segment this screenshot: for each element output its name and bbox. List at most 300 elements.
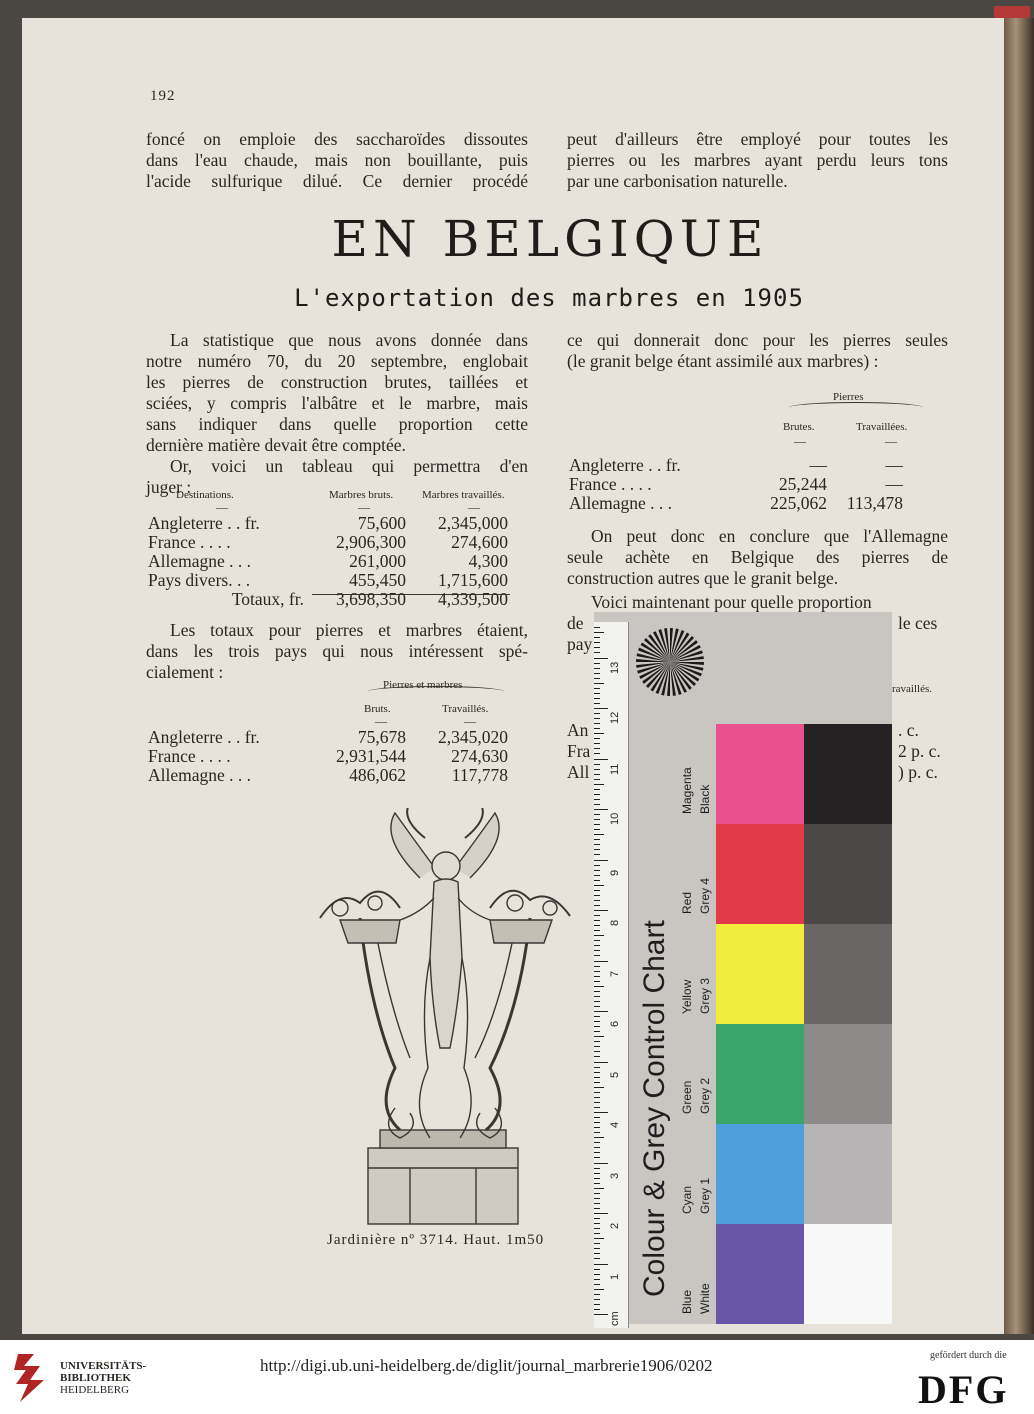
article-title: EN BELGIQUE [331, 210, 769, 268]
ruler-number: 7 [609, 970, 621, 977]
table-cell: 274,600 [451, 532, 508, 552]
text-fragment [567, 720, 590, 783]
ruler-tick [594, 1223, 600, 1224]
text-line: dans les trois pays qui nous intéressent spé- [146, 641, 528, 661]
table-header: Destinations. [176, 489, 234, 501]
table-cell: — [885, 455, 903, 475]
dash-mark: — [885, 434, 897, 448]
ruler-tick [594, 961, 608, 962]
colour-patch [716, 1024, 804, 1124]
ruler-tick [594, 1142, 600, 1143]
ruler-tick [594, 1294, 600, 1295]
text-line: cialement : [146, 662, 224, 682]
table-cell: 486,062 [349, 765, 406, 785]
ruler-tick [594, 769, 600, 770]
library-name-line: BIBLIOTHEK [60, 1372, 131, 1384]
colour-label: Cyan [680, 1185, 694, 1214]
starburst-icon [634, 626, 706, 698]
top-right-paragraph [567, 129, 948, 192]
ruler-tick [594, 683, 604, 684]
ruler-tick [594, 839, 600, 840]
ruler-tick [594, 1228, 600, 1229]
ruler-tick [594, 925, 600, 926]
permalink-url[interactable]: http://digi.ub.uni-heidelberg.de/diglit/journal_marbrerie1906/0202 [260, 1356, 713, 1375]
table-cell: — [885, 474, 903, 494]
text-line: An [567, 720, 589, 740]
table-cell: 225,062 [770, 493, 827, 513]
library-name-line: HEIDELBERG [60, 1384, 130, 1396]
ruler-number: 4 [609, 1121, 621, 1128]
grey-patch [804, 924, 892, 1024]
table-cell: 261,000 [349, 551, 406, 571]
ruler-tick [594, 678, 600, 679]
ruler-tick [594, 819, 600, 820]
export-table [146, 486, 530, 609]
ruler-tick [594, 1203, 600, 1204]
ruler-tick [594, 708, 608, 709]
ruler-number: 9 [609, 869, 621, 876]
ruler-tick [594, 1269, 600, 1270]
table-row [146, 533, 530, 552]
ruler-tick [594, 1016, 600, 1017]
ruler-tick [594, 743, 600, 744]
page-number: 192 [150, 88, 176, 104]
ruler-tick [594, 693, 600, 694]
ruler-number: 13 [609, 661, 621, 674]
grey-label: Grey 3 [698, 977, 712, 1014]
ruler-tick [594, 890, 600, 891]
table-cell: 2,345,000 [438, 513, 508, 533]
ruler-tick [594, 824, 600, 825]
ruler-tick [594, 1213, 608, 1214]
ruler-number: 1 [609, 1273, 621, 1280]
table-cell: France . . . . [148, 746, 231, 766]
ruler-tick [594, 1284, 600, 1285]
text-line: Fra [567, 741, 591, 761]
table-cell: Pays divers. . . [148, 570, 251, 590]
ruler-tick [594, 1127, 600, 1128]
table-group-header: Pierres et marbres [383, 679, 463, 691]
text-line: de [567, 613, 584, 633]
ruler-tick [594, 1122, 600, 1123]
ruler-tick [594, 1056, 600, 1057]
text-line: juger : [146, 477, 192, 497]
text-line: dans l'eau chaude, mais non bouillante, puis [146, 150, 528, 170]
ruler-tick [594, 1102, 600, 1103]
stones-table [567, 388, 951, 513]
ruler-tick [594, 637, 600, 638]
table-cell: 113,478 [846, 493, 903, 513]
ruler-tick [594, 1082, 600, 1083]
article-subtitle: L'exportation des marbres en 1905 [294, 284, 804, 312]
colour-patch [716, 724, 804, 824]
table-cell: 274,630 [451, 746, 508, 766]
ruler-tick [594, 1218, 600, 1219]
ruler-number: 8 [609, 919, 621, 926]
library-name [60, 1360, 146, 1396]
colour-label: Blue [680, 1289, 694, 1314]
ruler-tick [594, 991, 600, 992]
colour-label: Magenta [680, 767, 694, 814]
ruler-tick [594, 940, 600, 941]
ruler-tick [594, 955, 600, 956]
text-line: 2 p. c. [898, 741, 941, 761]
table-row [146, 728, 530, 747]
ruler-number: 11 [609, 763, 621, 775]
text-line: Les totaux pour pierres et marbres étaient, [170, 620, 528, 640]
text-line: ) p. c. [898, 762, 938, 782]
table-cell: Angleterre . . fr. [148, 727, 260, 747]
text-line: All [567, 762, 590, 782]
table-header: Travaillées. [856, 421, 908, 433]
ruler-tick [594, 1117, 600, 1118]
ruler-tick [594, 673, 600, 674]
text-line: construction autres que le granit belge. [567, 568, 839, 588]
ruler-tick [594, 804, 600, 805]
text-fragment [898, 720, 941, 783]
ruler-tick [594, 647, 600, 648]
ruler-tick [594, 658, 608, 659]
ruler-tick [594, 733, 604, 734]
ruler-number: 12 [609, 711, 621, 724]
grey-patch [804, 1024, 892, 1124]
text-line: sans indiquer dans quelle proportion cette [146, 414, 528, 434]
ruler-number: 6 [609, 1020, 621, 1027]
funding-note: gefördert durch die [930, 1350, 1007, 1361]
ruler-tick [594, 774, 600, 775]
table-row [567, 456, 951, 475]
colour-label: Red [680, 891, 694, 914]
jardiniere-illustration [300, 808, 590, 1228]
grey-label: White [698, 1283, 712, 1314]
ruler-tick [594, 854, 600, 855]
left-paragraph-1 [146, 330, 528, 498]
table-cell: 455,450 [349, 570, 406, 590]
ruler-tick [594, 1183, 600, 1184]
text-fragment: le ces [898, 613, 938, 633]
ruler-number: 2 [609, 1222, 621, 1229]
dash-mark: — [216, 500, 228, 514]
ruler-tick [594, 1264, 608, 1265]
text-line: pierres ou les marbres ayant perdu leurs tons [567, 150, 948, 170]
text-line: pay [567, 634, 593, 654]
text-line: Voici maintenant pour quelle proportion [591, 592, 872, 612]
colour-patch [716, 924, 804, 1024]
ruler-tick [594, 1077, 600, 1078]
text-line: (le granit belge étant assimilé aux marbres) : [567, 351, 879, 371]
ruler-tick [594, 698, 600, 699]
text-line: par une carbonisation naturelle. [567, 171, 788, 191]
starburst-ray [636, 659, 670, 662]
dash-mark: — [464, 714, 476, 728]
ruler-tick [594, 870, 600, 871]
table-cell: 4,300 [468, 551, 508, 571]
ruler-tick [594, 900, 600, 901]
ruler-tick [594, 632, 604, 633]
illustration-caption: Jardinière nº 3714. Haut. 1m50 [327, 1232, 545, 1248]
text-line: La statistique que nous avons donnée dans [170, 330, 528, 350]
starburst-ray [670, 662, 704, 665]
table-cell: Angleterre . . fr. [148, 513, 260, 533]
ruler-tick [594, 1233, 600, 1234]
right-paragraph-2 [567, 526, 948, 589]
table-row [567, 494, 951, 513]
table-cell: 75,600 [357, 513, 406, 533]
text-line: Or, voici un tableau qui permettra d'en [170, 456, 528, 476]
ruler-tick [594, 986, 604, 987]
ruler-tick [594, 950, 600, 951]
grey-patch [804, 1224, 892, 1324]
ruler-tick [594, 784, 604, 785]
ruler-tick [594, 1173, 600, 1174]
colour-patch [716, 824, 804, 924]
dash-mark: — [468, 500, 480, 514]
ruler-tick [594, 1253, 600, 1254]
text-line: . c. [898, 720, 919, 740]
ruler-tick [594, 865, 600, 866]
ruler-tick [594, 875, 600, 876]
ruler-tick [594, 1021, 600, 1022]
ruler-tick [594, 1046, 600, 1047]
ruler-tick [594, 753, 600, 754]
starburst-ray [670, 628, 673, 662]
ruler-tick [594, 1147, 600, 1148]
ruler-tick [594, 1289, 604, 1290]
table-cell: Allemagne . . . [148, 765, 252, 785]
ruler-tick [594, 1188, 604, 1189]
table-cell: 1,715,600 [438, 570, 508, 590]
ruler-tick [594, 642, 600, 643]
ruler-tick [594, 789, 600, 790]
ruler-tick [594, 1097, 600, 1098]
cm-ruler [594, 622, 629, 1328]
ruler-tick [594, 1163, 608, 1164]
text-fragment: ravaillés. [892, 683, 933, 695]
footer-bar [0, 1340, 1034, 1414]
ruler-tick [594, 930, 600, 931]
grey-label: Black [698, 784, 712, 814]
dash-mark: — [375, 714, 387, 728]
text-line: On peut donc en conclure que l'Allemagne [591, 526, 948, 546]
dash-mark: — [794, 434, 806, 448]
ruler-tick [594, 728, 600, 729]
text-line: seule achète en Belgique des pierres de [567, 547, 948, 567]
text-line: dernière matière devait être comptée. [146, 435, 406, 455]
text-line: foncé on emploie des saccharoïdes dissoutes [146, 129, 528, 149]
ruler-tick [594, 1062, 608, 1063]
ruler-unit: cm [609, 1311, 621, 1326]
grey-patch [804, 724, 892, 824]
ruler-tick [594, 764, 600, 765]
ruler-tick [594, 668, 600, 669]
grey-label: Grey 4 [698, 877, 712, 914]
table-cell: 2,345,020 [438, 727, 508, 747]
ruler-tick [594, 1309, 600, 1310]
dfg-logo: DFG [918, 1367, 1009, 1412]
ruler-tick [594, 814, 600, 815]
table-row [146, 747, 530, 766]
ruler-tick [594, 627, 600, 628]
ruler-tick [594, 996, 600, 997]
starburst-ray [667, 662, 670, 696]
text-line: notre numéro 70, du 20 septembre, englobait [146, 351, 528, 371]
table-row [567, 475, 951, 494]
ruler-tick [594, 1243, 600, 1244]
colour-label: Yellow [680, 979, 694, 1014]
ruler-tick [594, 794, 600, 795]
library-name-line: UNIVERSITÄTS- [60, 1360, 147, 1372]
left-paragraph-3 [146, 620, 528, 683]
ruler-tick [594, 1258, 600, 1259]
ruler-tick [594, 915, 600, 916]
grey-label: Grey 1 [698, 1177, 712, 1214]
ruler-tick [594, 1274, 600, 1275]
ruler-tick [594, 885, 604, 886]
ruler-tick [594, 834, 604, 835]
top-left-paragraph [146, 129, 528, 192]
table-header: Travaillés. [442, 703, 489, 715]
table-group-header: Pierres [833, 391, 864, 403]
ruler-tick [594, 748, 600, 749]
table-header: Brutes. [783, 421, 815, 433]
table-cell: Totaux, fr. [231, 589, 304, 609]
ruler-tick [594, 849, 600, 850]
ruler-tick [594, 1152, 600, 1153]
library-logo-icon [14, 1350, 50, 1404]
ruler-tick [594, 966, 600, 967]
text-line: sciées, y compris l'albâtre et le marbre, mais [146, 393, 528, 413]
table-cell: Allemagne . . . [569, 493, 673, 513]
ruler-tick [594, 779, 600, 780]
group-brace [789, 402, 923, 413]
ruler-tick [594, 1001, 600, 1002]
table-cell: 3,698,350 [336, 589, 406, 609]
dash-mark: — [358, 500, 370, 514]
ruler-tick [594, 920, 600, 921]
colour-label: Green [680, 1080, 694, 1114]
ruler-tick [594, 799, 600, 800]
table-cell: France . . . . [148, 532, 231, 552]
ruler-tick [594, 1036, 604, 1037]
ruler-tick [594, 738, 600, 739]
ruler-tick [594, 1248, 600, 1249]
ruler-tick [594, 1193, 600, 1194]
ruler-tick [594, 1051, 600, 1052]
ruler-tick [594, 1198, 600, 1199]
ruler-tick [594, 1304, 600, 1305]
table-row [146, 514, 530, 533]
ruler-tick [594, 759, 608, 760]
ruler-tick [594, 880, 600, 881]
ruler-tick [594, 718, 600, 719]
ruler-tick [594, 1279, 600, 1280]
ruler-tick [594, 688, 600, 689]
text-line: l'acide sulfurique dilué. Ce dernier procédé [146, 171, 528, 191]
table-cell: 117,778 [451, 765, 508, 785]
ruler-tick [594, 1087, 604, 1088]
table-cell: 75,678 [357, 727, 406, 747]
table-header: Marbres bruts. [329, 489, 394, 501]
table-cell: Allemagne . . . [148, 551, 252, 571]
ruler-tick [594, 860, 608, 861]
ruler-tick [594, 723, 600, 724]
ruler-tick [594, 976, 600, 977]
ruler-tick [594, 935, 604, 936]
colour-patch [716, 1224, 804, 1324]
ruler-tick [594, 1072, 600, 1073]
ruler-number: 10 [609, 812, 621, 825]
colour-control-chart [594, 612, 892, 1324]
ruler-tick [594, 945, 600, 946]
ruler-number: 5 [609, 1071, 621, 1078]
ruler-tick [594, 1112, 608, 1113]
table-cell: France . . . . [569, 474, 652, 494]
ruler-tick [594, 1314, 608, 1315]
table-header: Bruts. [364, 703, 391, 715]
ruler-tick [594, 1137, 604, 1138]
ruler-tick [594, 652, 600, 653]
ruler-number: 3 [609, 1172, 621, 1179]
ruler-tick [594, 1157, 600, 1158]
ruler-tick [594, 809, 608, 810]
ruler-tick [594, 1031, 600, 1032]
table-row [146, 766, 530, 785]
right-paragraph-1 [567, 330, 948, 372]
ruler-tick [594, 663, 600, 664]
grey-patch [804, 824, 892, 924]
ruler-tick [594, 905, 600, 906]
group-brace [368, 686, 504, 697]
table-header: Marbres travaillés. [422, 489, 505, 501]
ruler-tick [594, 971, 600, 972]
ruler-tick [594, 1178, 600, 1179]
ruler-tick [594, 1299, 600, 1300]
grey-patch [804, 1124, 892, 1224]
ruler-tick [594, 703, 600, 704]
ruler-tick [594, 1238, 604, 1239]
ruler-tick [594, 1041, 600, 1042]
text-line: les pierres de construction brutes, taillées et [146, 372, 528, 392]
ruler-tick [594, 981, 600, 982]
table-cell: 25,244 [778, 474, 827, 494]
ruler-tick [594, 895, 600, 896]
text-line: peut d'ailleurs être employé pour toutes les [567, 129, 948, 149]
text-line: ce qui donnerait donc pour les pierres seules [567, 330, 948, 350]
ruler-tick [594, 1026, 600, 1027]
ruler-tick [594, 1067, 600, 1068]
grey-label: Grey 2 [698, 1077, 712, 1114]
ruler-tick [594, 844, 600, 845]
table-cell: 4,339,500 [438, 589, 508, 609]
table-row [146, 571, 530, 590]
ruler-tick [594, 1168, 600, 1169]
ruler-tick [594, 713, 600, 714]
ruler-tick [594, 910, 608, 911]
ruler-tick [594, 829, 600, 830]
table-cell: 2,931,544 [336, 746, 406, 766]
ruler-tick [594, 1132, 600, 1133]
table-cell: — [809, 455, 827, 475]
table-row [146, 552, 530, 571]
totals-table [146, 676, 530, 785]
table-cell: 2,906,300 [336, 532, 406, 552]
chart-title: Colour & Grey Control Chart [638, 920, 671, 1297]
ruler-tick [594, 1011, 608, 1012]
ruler-tick [594, 1208, 600, 1209]
ruler-tick [594, 1006, 600, 1007]
table-total-row [146, 590, 530, 609]
ruler-tick [594, 1107, 600, 1108]
